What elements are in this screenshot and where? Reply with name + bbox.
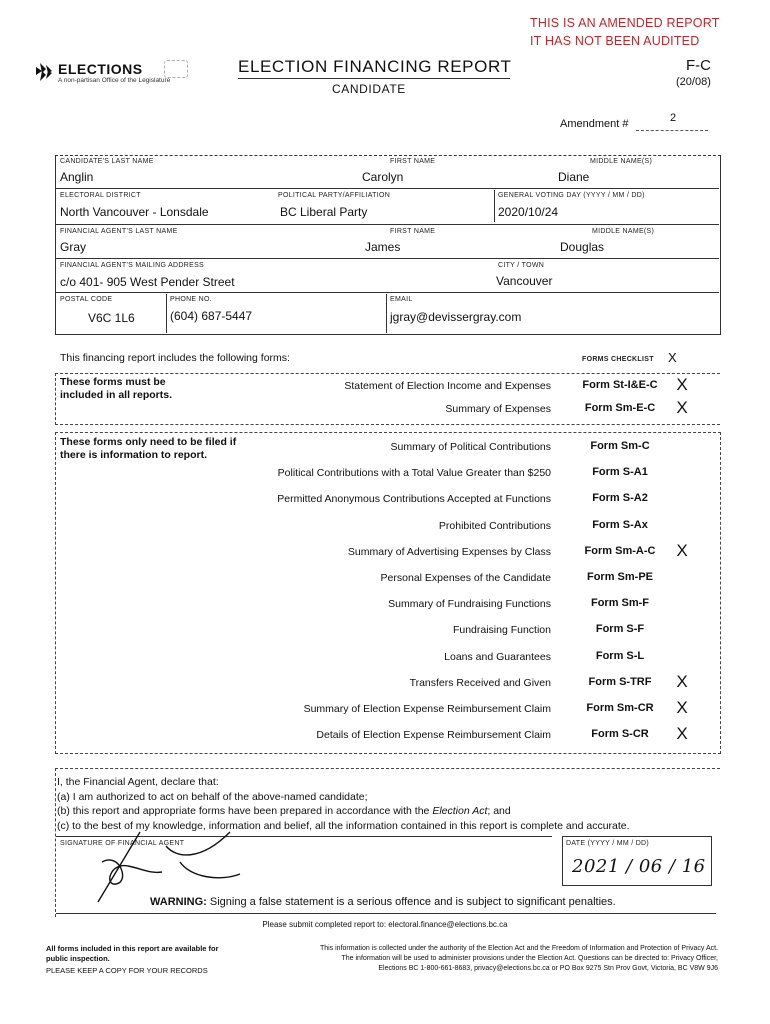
optional-form-checkbox[interactable]: X [676, 540, 688, 560]
agent-first-name-field[interactable]: James [365, 240, 401, 254]
optional-form-code: Form S-L [595, 649, 645, 662]
optional-form-checkbox[interactable]: X [676, 724, 688, 744]
voting-day-label: GENERAL VOTING DAY (YYYY / MM / DD) [498, 192, 645, 199]
optional-form-desc: Loans and Guarantees [444, 650, 551, 663]
footer-left-note: All forms included in this report are available for public inspection. [46, 944, 219, 963]
footer-privacy [236, 944, 718, 974]
declaration-c: (c) to the best of my knowledge, information and belief, all the information contained in this report is complete and accurate. [57, 819, 630, 832]
amended-notice-line2: IT HAS NOT BEEN AUDITED [530, 34, 700, 48]
optional-form-code: Form Sm-A-C [584, 544, 656, 557]
declaration-b-act: Election Act [432, 805, 488, 817]
date-value: 2021 / 06 / 16 [572, 856, 706, 877]
submit-note: Please submit completed report to: electoral.finance@elections.bc.ca [262, 920, 508, 929]
agent-middle-name-field[interactable]: Douglas [560, 240, 605, 254]
report-subtitle: CANDIDATE [332, 82, 406, 96]
phone-label: PHONE NO. [170, 296, 212, 303]
candidate-middle-name-label: MIDDLE NAME(S) [590, 158, 653, 165]
required-form-desc: Statement of Election Income and Expenses [344, 380, 551, 392]
optional-forms-note: These forms only need to be filed if there is information to report. [60, 436, 237, 461]
party-label: POLITICAL PARTY/AFFILIATION [278, 192, 391, 199]
optional-form-desc: Prohibited Contributions [438, 519, 551, 532]
optional-form-code: Form S-Ax [592, 518, 648, 531]
logo-seal-icon [164, 60, 188, 78]
required-form-checkbox[interactable]: X [676, 398, 688, 417]
agent-address-label: FINANCIAL AGENT'S MAILING ADDRESS [60, 262, 205, 269]
agent-last-name-label: FINANCIAL AGENT'S LAST NAME [60, 228, 178, 235]
footer-keep-copy: PLEASE KEEP A COPY FOR YOUR RECORDS [46, 966, 208, 975]
candidate-last-name-field[interactable]: Anglin [60, 170, 94, 184]
declaration-b-pre: (b) this report and appropriate forms have been prepared in accordance with the [57, 805, 433, 817]
footer-privacy-line2: The information will be used to administer provisions under the Election Act. Questions can be directed to: Privacy Officer, [341, 955, 718, 962]
optional-form-code: Form Sm-F [590, 597, 650, 610]
required-form-checkbox[interactable]: X [676, 375, 688, 394]
warning-label: WARNING: [150, 896, 207, 908]
email-label: EMAIL [390, 296, 413, 303]
footer-privacy-line1: This information is collected under the authority of the Election Act and the Freedom of Information and Protection of Privacy Act. [319, 945, 718, 952]
district-field[interactable]: North Vancouver - Lonsdale [60, 205, 209, 219]
optional-form-desc: Summary of Election Expense Reimbursement Claim [303, 703, 551, 715]
optional-form-desc: Political Contributions with a Total Value Greater than $250 [277, 467, 551, 480]
amended-notice-line1: THIS IS AN AMENDED REPORT [530, 16, 720, 30]
logo-subtitle: A non-partisan Office of the Legislature [58, 77, 171, 84]
footer-privacy-line3: Elections BC 1-800-661-8683, privacy@elections.bc.ca or PO Box 9275 Stn Prov Govt, Victoria, BC V8W 9J6 [378, 965, 718, 972]
declaration-a: (a) I am authorized to act on behalf of the above-named candidate; [57, 790, 368, 803]
optional-form-code: Form S-TRF [588, 675, 652, 688]
forms-checklist-label: FORMS CHECKLIST [582, 356, 654, 363]
optional-form-code: Form Sm-CR [586, 702, 654, 714]
optional-form-code: Form S-CR [591, 728, 649, 741]
postal-code-label: POSTAL CODE [60, 296, 113, 303]
logo-text: ELECTIONS [58, 61, 143, 77]
agent-address-field[interactable]: c/o 401- 905 West Pender Street [60, 275, 235, 289]
warning [150, 896, 616, 908]
agent-last-name-field[interactable]: Gray [60, 240, 87, 254]
elections-logo [34, 61, 58, 88]
optional-form-code: Form S-A2 [592, 492, 648, 505]
amendment-value[interactable]: 2 [670, 112, 677, 124]
optional-form-desc: Summary of Fundraising Functions [388, 598, 551, 611]
phone-field[interactable]: (604) 687-5447 [170, 309, 253, 323]
party-field[interactable]: BC Liberal Party [280, 205, 368, 219]
optional-form-desc: Transfers Received and Given [409, 676, 551, 689]
agent-city-label: CITY / TOWN [498, 262, 545, 269]
declaration-b-post: ; and [487, 805, 511, 817]
form-code: F-C [686, 57, 711, 74]
required-form-code: Form St-I&E-C [582, 379, 658, 391]
optional-form-desc: Summary of Political Contributions [390, 441, 551, 453]
form-version: (20/08) [676, 76, 711, 88]
required-form-code: Form Sm-E-C [584, 402, 656, 414]
date-label: DATE (YYYY / MM / DD) [566, 840, 650, 847]
agent-first-name-label: FIRST NAME [390, 228, 436, 235]
voting-day-field[interactable]: 2020/10/24 [498, 205, 559, 219]
optional-form-code: Form Sm-PE [586, 571, 653, 583]
candidate-first-name-label: FIRST NAME [390, 158, 436, 165]
agent-city-field[interactable]: Vancouver [496, 274, 553, 288]
optional-form-code: Form S-A1 [592, 466, 648, 479]
candidate-first-name-field[interactable]: Carolyn [362, 170, 404, 184]
signature-label: SIGNATURE OF FINANCIAL AGENT [60, 840, 185, 847]
optional-form-desc: Fundraising Function [452, 624, 551, 637]
optional-form-desc: Details of Election Expense Reimbursement Claim [316, 729, 551, 742]
optional-form-desc: Summary of Advertising Expenses by Class [347, 545, 551, 558]
optional-form-desc: Personal Expenses of the Candidate [380, 572, 551, 584]
forms-intro: This financing report includes the following forms: [60, 352, 290, 364]
declaration-intro: I, the Financial Agent, declare that: [57, 776, 219, 788]
candidate-middle-name-field[interactable]: Diane [558, 170, 590, 184]
optional-form-code: Form S-F [595, 623, 645, 636]
amendment-label: Amendment # [560, 118, 629, 130]
candidate-last-name-label: CANDIDATE'S LAST NAME [60, 158, 154, 165]
agent-middle-name-label: MIDDLE NAME(S) [592, 228, 655, 235]
optional-form-desc: Permitted Anonymous Contributions Accepted at Functions [277, 493, 551, 506]
optional-form-checkbox[interactable]: X [676, 671, 688, 691]
optional-form-code: Form Sm-C [590, 440, 650, 452]
declaration-b [57, 804, 630, 819]
optional-form-checkbox[interactable]: X [676, 698, 688, 717]
postal-code-field[interactable]: V6C 1L6 [88, 311, 135, 325]
forms-checklist-mark: X [668, 350, 677, 365]
logo-mark-icon [34, 61, 58, 83]
warning-text: Signing a false statement is a serious offence and is subject to significant penalties. [209, 896, 616, 908]
email-field[interactable]: jgray@devissergray.com [390, 310, 522, 324]
district-label: ELECTORAL DISTRICT [60, 192, 141, 199]
required-forms-note: These forms must be included in all reports. [60, 376, 173, 401]
required-form-desc: Summary of Expenses [445, 403, 551, 415]
report-title: ELECTION FINANCING REPORT [238, 57, 512, 76]
